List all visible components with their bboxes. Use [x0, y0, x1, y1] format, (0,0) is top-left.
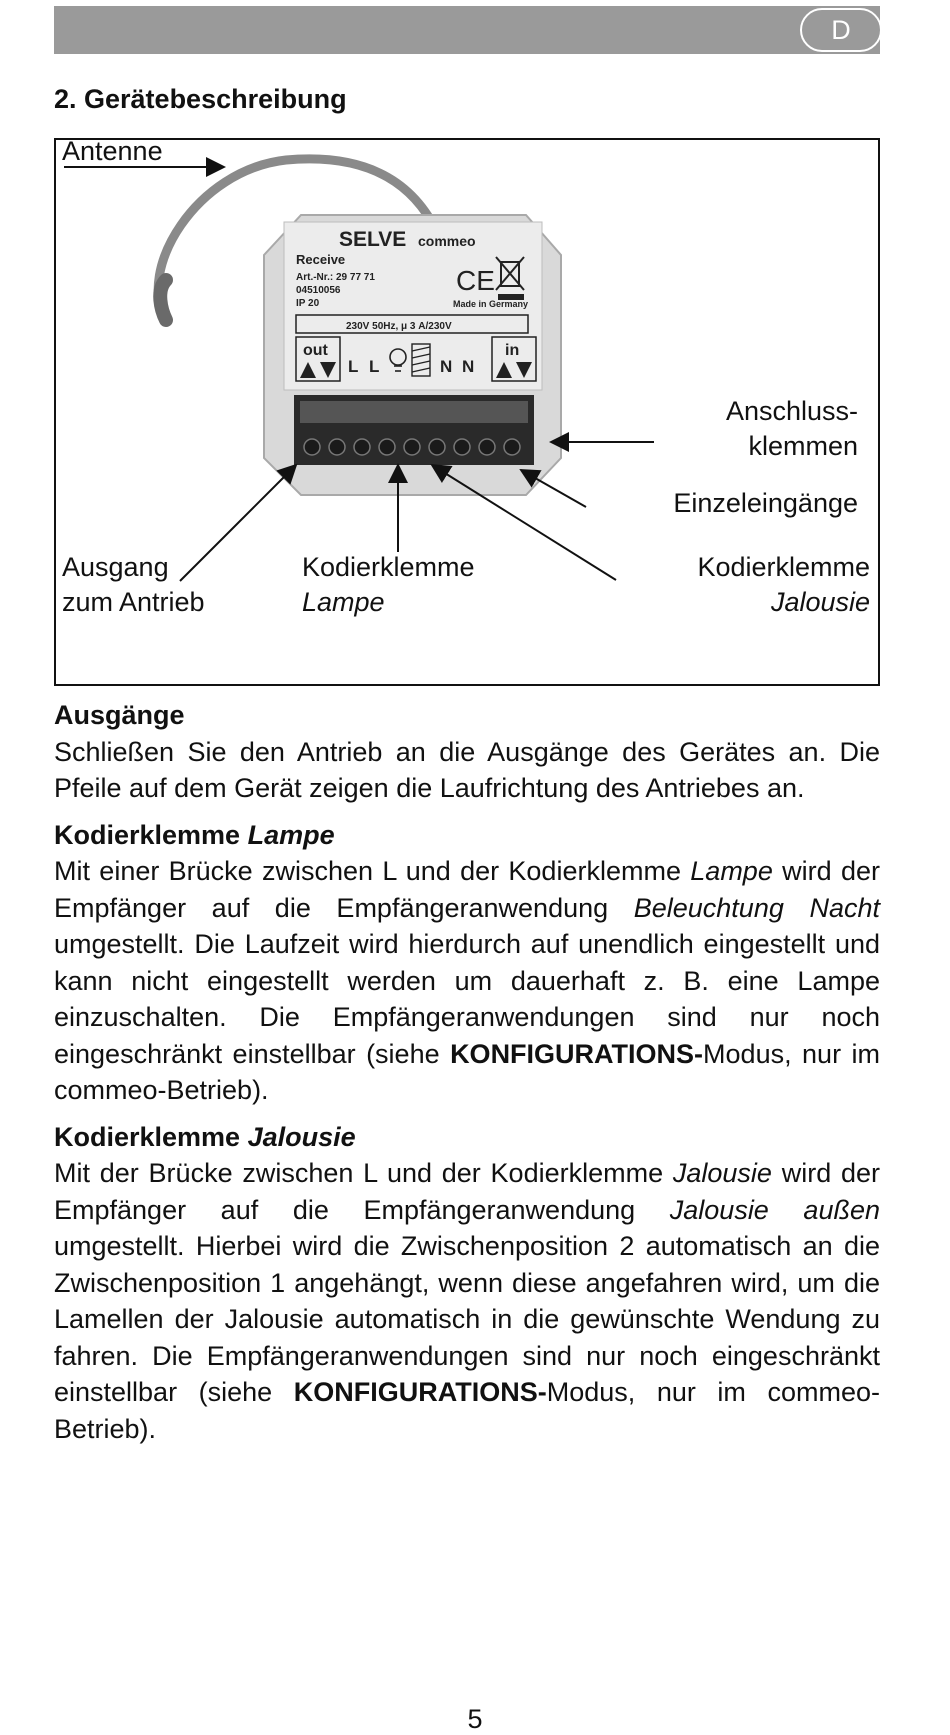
outputs-section — [54, 697, 880, 807]
lamp-text-bold: KONFIGURATIONS- — [450, 1038, 704, 1069]
antenna-label: Antenne — [62, 136, 163, 166]
blind-text-italic-1: Jalousie — [672, 1158, 772, 1188]
blind-text — [54, 1155, 880, 1447]
coding-lamp-label — [302, 550, 475, 620]
coding-lamp-label-line2: Lampe — [302, 587, 385, 617]
out-label: out — [303, 342, 328, 359]
blind-text-bold: KONFIGURATIONS- — [293, 1377, 547, 1407]
blind-heading-prefix: Kodierklemme — [54, 1121, 248, 1152]
device-brand-sub: commeo — [418, 233, 476, 249]
header-bar — [54, 6, 880, 54]
antenna-tip — [160, 280, 166, 320]
term-l1: L — [348, 357, 359, 376]
blind-text-1: Mit der Brücke zwischen L und der Kodierklemme — [54, 1158, 673, 1188]
lamp-text-2: wird der Empfänger auf die Empfängeranwendung — [54, 856, 881, 923]
device-serial: 04510056 — [296, 285, 341, 296]
output-label — [62, 550, 205, 620]
lamp-heading-italic: Lampe — [247, 819, 335, 850]
single-inputs-label: Einzeleingänge — [673, 488, 858, 518]
lamp-section — [54, 817, 880, 1109]
lamp-text-3: umgestellt. Die Laufzeit wird hierdurch auf unendlich eingestellt und kann nicht eingestellt werden um dauerhaft z. B. eine Lampe einzuschalten. Die Empfängeranwendungen sind nur noch eingeschränkt einstellbar (siehe — [54, 929, 880, 1069]
term-n1: N — [440, 357, 453, 376]
device-art-nr: Art.-Nr.: 29 77 71 — [296, 272, 375, 283]
blind-section — [54, 1119, 880, 1448]
blind-text-4: Modus, nur im commeo-Betrieb). — [54, 1377, 880, 1444]
term-n2: N — [462, 357, 475, 376]
blind-heading-italic: Jalousie — [247, 1121, 356, 1152]
terminals-label-line2: klemmen — [748, 431, 858, 461]
lamp-text-1: Mit einer Brücke zwischen L und der Kodierklemme — [54, 856, 691, 886]
outputs-text: Schließen Sie den Antrieb an die Ausgänge des Gerätes an. Die Pfeile auf dem Gerät zeigen die Laufrichtung des Antriebes an. — [54, 736, 880, 803]
lamp-text-italic-1: Lampe — [690, 856, 773, 886]
terminal-block — [294, 395, 534, 465]
output-label-line2: zum Antrieb — [62, 587, 205, 617]
language-badge: D — [800, 8, 882, 52]
blind-heading — [54, 1119, 880, 1156]
device-model: Receive — [296, 252, 346, 267]
terminals-label-line1: Anschluss- — [725, 396, 858, 426]
device-rating: 230V 50Hz, μ 3 A/230V — [346, 321, 452, 332]
lamp-heading — [54, 817, 880, 854]
coding-lamp-label-line1: Kodierklemme — [302, 552, 475, 582]
lamp-text-4: Modus, nur im commeo-Betrieb). — [54, 1038, 880, 1105]
device-brand: SELVE — [339, 228, 407, 251]
blind-text-2: wird der Empfänger auf die Empfängeranwendung — [54, 1158, 880, 1225]
lamp-heading-prefix: Kodierklemme — [54, 819, 248, 850]
device-figure — [54, 138, 880, 686]
coding-blind-label — [697, 550, 870, 620]
made-in: Made in Germany — [453, 299, 529, 309]
output-label-line1: Ausgang — [62, 552, 169, 582]
blind-text-3: umgestellt. Hierbei wird die Zwischenposition 2 automatisch an die Zwischenposition 1 angehängt, wenn diese angefahren wird, um die Lamellen der Jalousie automatisch in die gewünschte Wendung zu fahren. Die Empfängeranwendungen sind nur noch eingeschränkt einstellbar (siehe — [54, 1231, 880, 1407]
body-text — [54, 697, 880, 1447]
blind-text-italic-2: Jalousie außen — [669, 1194, 880, 1225]
lamp-text — [54, 853, 880, 1109]
ce-mark: CE — [456, 265, 495, 296]
term-l2: L — [369, 357, 380, 376]
coding-blind-label-line2: Jalousie — [770, 587, 870, 617]
lamp-text-italic-2: Beleuchtung Nacht — [633, 892, 880, 923]
in-label: in — [505, 342, 520, 359]
outputs-heading: Ausgänge — [54, 700, 185, 730]
section-title: 2. Gerätebeschreibung — [54, 84, 347, 114]
page-number: 5 — [467, 1704, 483, 1734]
terminals-label — [726, 394, 858, 464]
coding-blind-label-line1: Kodierklemme — [697, 552, 870, 582]
device-ip: IP 20 — [296, 298, 320, 309]
